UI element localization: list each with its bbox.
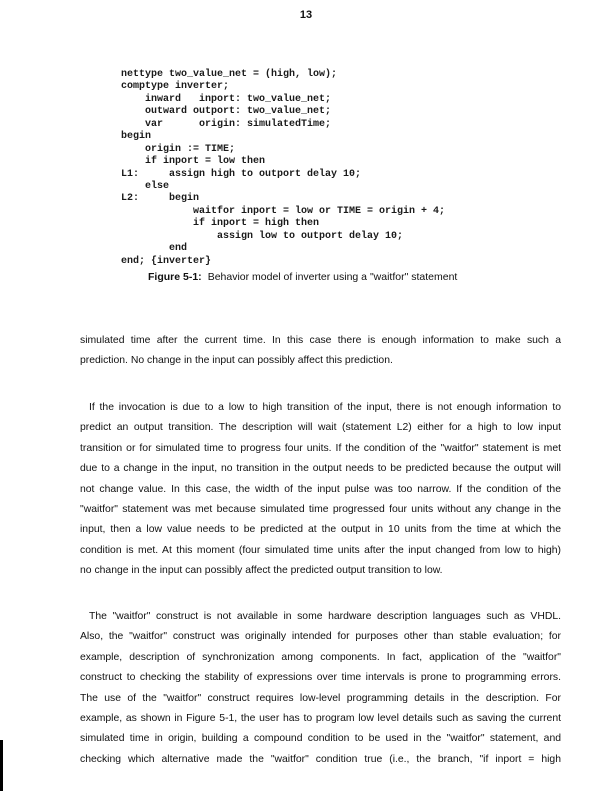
code-line: origin := TIME; [121, 143, 236, 155]
code-line: var origin: simulatedTime; [121, 118, 332, 130]
text-line: not change value. In this case, the width of the input pulse was too narrow. If the condition of the [80, 483, 561, 495]
code-line: begin [121, 131, 152, 143]
paragraph-2 [80, 401, 561, 585]
paragraph-3 [80, 610, 561, 773]
text-line: transition or for simulated time to progress four units. If the condition of the "waitfor" statement is met [80, 442, 561, 454]
code-line: outward outport: two_value_net; [121, 106, 332, 118]
paragraph-1 [80, 334, 561, 375]
text-line: checking which alternative made the "waitfor" condition true (i.e., the branch, "if inport = high [80, 753, 561, 765]
text-line: no change in the input can possibly affect the predicted output transition to low. [80, 565, 443, 577]
code-line: waitfor inport = low or TIME = origin + 4; [121, 205, 446, 217]
code-listing [121, 69, 445, 268]
text-line: due to a change in the input, no transition in the output needs to be predicted because the output will [80, 463, 561, 475]
code-line: comptype inverter; [121, 81, 230, 93]
text-line: If the invocation is due to a low to high transition of the input, there is not enough information to [89, 402, 561, 413]
code-line: L2: begin [121, 193, 200, 205]
code-line: else [121, 180, 170, 192]
text-line: example, as shown in Figure 5-1, the user has to program low level details such as saving the current [80, 712, 561, 724]
text-line: The "waitfor" construct is not available in some hardware description languages such as VHDL. [89, 611, 561, 622]
code-line: nettype two_value_net = (high, low); [121, 69, 338, 80]
text-line: condition is met. At this moment (four simulated time units after the input changed from low to high) [80, 544, 561, 556]
text-line: example, description of synchronization among components. In fact, application of the "waitfor" [80, 651, 561, 663]
text-line: "waitfor" statement was met because simulated time progressed four units without any change in the [80, 503, 561, 515]
text-line: The use of the "waitfor" construct requires low-level programming details in the description. For [80, 692, 561, 704]
code-line: if inport = high then [121, 218, 320, 230]
figure-caption-text: Behavior model of inverter using a "waitfor" statement [207, 271, 458, 283]
scan-margin-bar [0, 740, 3, 791]
code-line: L1: assign high to outport delay 10; [121, 168, 362, 180]
text-line: prediction. No change in the input can possibly affect this prediction. [80, 355, 393, 367]
code-line: end [121, 243, 188, 255]
code-line: end; {inverter} [121, 255, 212, 267]
code-line: if inport = low then [121, 156, 266, 168]
text-line: simulated time in origin, building a compound condition to be used in the "waitfor" statement, and [80, 733, 561, 745]
text-line: simulated time after the current time. In this case there is enough information to make such a [80, 335, 561, 346]
figure-caption [148, 271, 457, 283]
figure-label: Figure 5-1: [148, 271, 202, 283]
page-number: 13 [299, 9, 313, 21]
text-line: construct to checking the stability of expressions over time intervals is prone to programming errors. [80, 672, 561, 684]
code-line: inward inport: two_value_net; [121, 93, 332, 105]
text-line: predict an output transition. The description will wait (statement L2) either for a high to low input [80, 422, 561, 434]
text-line: Also, the "waitfor" construct was originally intended for purposes other than stable evaluation; for [80, 631, 561, 643]
code-line: assign low to outport delay 10; [121, 230, 404, 242]
text-line: input, then a low value needs to be predicted at the output in 10 units from the time at which the [80, 524, 561, 536]
